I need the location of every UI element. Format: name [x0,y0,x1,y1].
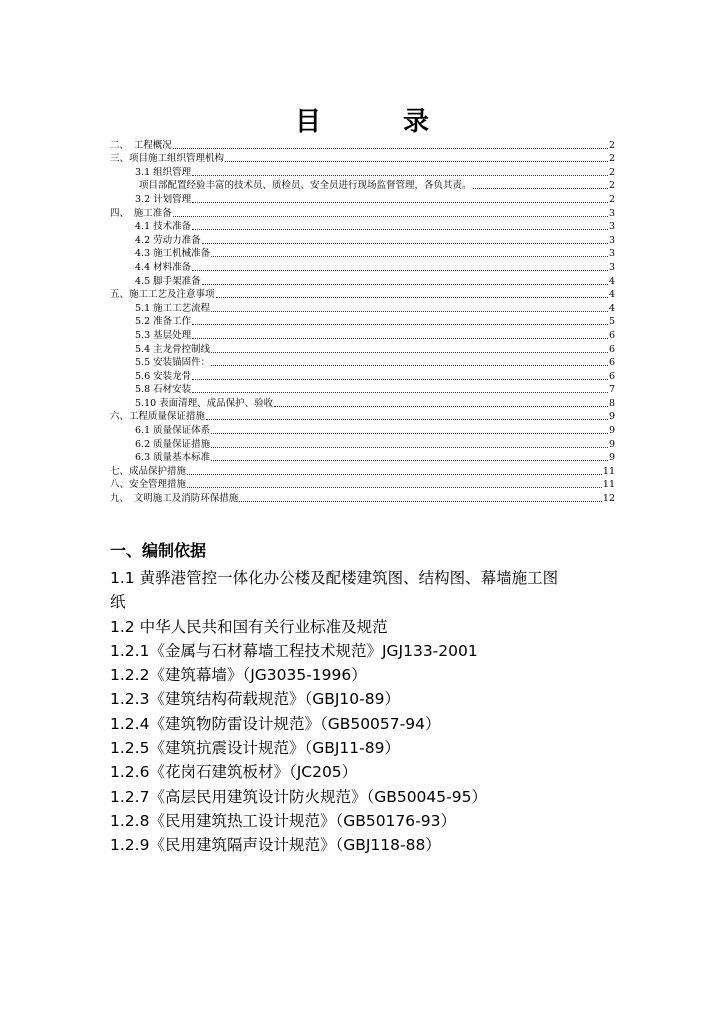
toc-entry-text: 五、施工工艺及注意事项 [110,289,215,301]
toc-entry-text: 4.5 脚手架准备 [135,275,201,287]
toc-dot-leader [202,284,608,285]
toc-dot-leader [192,202,608,203]
toc-entry[interactable] [110,396,615,410]
toc-dot-leader [187,474,602,475]
toc-entry[interactable] [110,274,615,288]
toc-entry[interactable] [110,138,615,152]
toc-dot-leader [173,216,608,217]
table-of-contents [110,138,615,505]
toc-page-number: 3 [608,207,615,219]
toc-entry[interactable] [110,369,615,383]
toc-page-number: 2 [608,166,615,178]
toc-entry-text: 3.2 计划管理 [135,193,192,205]
toc-entry-text: 4.4 材料准备 [135,261,192,273]
toc-dot-leader [192,324,608,325]
toc-page-number: 2 [608,153,615,165]
body-text-line: 1.2.6《花岗石建筑板材》（JC205） [110,763,358,782]
toc-entry-text: 5.6 安装龙骨 [135,370,192,382]
toc-entry[interactable] [110,288,615,302]
toc-dot-leader [211,447,608,448]
toc-dot-leader [192,338,608,339]
toc-dot-leader [192,392,608,393]
body-text-line: 1.2 中华人民共和国有关行业标准及规范 [110,617,388,636]
toc-entry[interactable] [110,206,615,220]
toc-entry-text: 5.4 主龙骨控制线 [135,343,211,355]
toc-page-number: 2 [608,193,615,205]
toc-page-number: 12 [602,493,615,505]
toc-page-number: 6 [608,357,615,369]
body-text-line: 1.1 黄骅港管控一体化办公楼及配楼建筑图、结构图、幕墙施工图 [110,569,559,587]
toc-entry[interactable] [110,233,615,247]
toc-entry-text: 5.2 准备工作 [135,316,192,328]
toc-page-number: 3 [608,234,615,246]
toc-entry-text: 四、 施工准备 [110,207,172,219]
toc-page-number: 4 [608,302,615,314]
toc-page-number: 9 [608,438,615,450]
toc-entry-text: 4.2 劳动力准备 [135,234,201,246]
toc-entry-text: 6.2 质量保证措施 [135,438,211,450]
toc-dot-leader [473,188,608,189]
section-heading: 一、编制依据 [110,541,207,560]
toc-entry[interactable] [110,464,615,478]
toc-page-number: 8 [608,397,615,409]
toc-entry[interactable] [110,423,615,437]
toc-dot-leader [192,175,608,176]
toc-entry-text: 4.1 技术准备 [135,221,192,233]
toc-entry[interactable] [110,342,615,356]
page-title: 目 录 [294,107,457,137]
toc-entry[interactable] [110,383,615,397]
body-text-line: 1.2.1《金属与石材幕墙工程技术规范》JGJ133-2001 [110,641,478,660]
toc-dot-leader [225,161,608,162]
toc-entry[interactable] [110,192,615,206]
toc-entry[interactable] [110,328,615,342]
toc-dot-leader [206,419,608,420]
body-lines [110,566,630,858]
toc-entry-text: 5.5 安装锚固件： [135,357,211,369]
toc-dot-leader [211,352,608,353]
toc-entry[interactable] [110,165,615,179]
toc-entry[interactable] [110,356,615,370]
toc-page-number: 3 [608,221,615,233]
toc-page-number: 4 [608,289,615,301]
body-text-line: 纸 [110,593,126,612]
toc-dot-leader [239,501,602,502]
toc-page-number: 6 [608,343,615,355]
toc-entry[interactable] [110,247,615,261]
toc-dot-leader [173,148,608,149]
toc-entry-text: 七、成品保护措施 [110,465,187,477]
toc-entry-text: 八、安全管理措施 [110,479,187,491]
toc-entry-text: 5.10 表面清理、成品保护、验收 [135,397,274,409]
toc-page-number: 2 [608,139,615,151]
toc-page-number: 9 [608,425,615,437]
toc-entry-text: 3.1 组织管理 [135,166,192,178]
toc-dot-leader [211,311,608,312]
body-text-line: 1.2.5《建筑抗震设计规范》（GBJ11-89） [110,739,400,758]
toc-entry[interactable] [110,220,615,234]
toc-entry-text: 二、 工程概况 [110,139,172,151]
toc-entry-text: 5.8 石材安装 [135,384,192,396]
toc-entry[interactable] [110,451,615,465]
toc-page-number: 6 [608,370,615,382]
toc-dot-leader [211,256,608,257]
toc-dot-leader [192,379,608,380]
toc-entry-text: 六、工程质量保证措施 [110,411,206,423]
toc-dot-leader [202,243,608,244]
toc-dot-leader [216,297,608,298]
toc-entry-text: 三、项目施工组织管理机构 [110,153,225,165]
body-text-line: 1.2.2《建筑幕墙》（JG3035-1996） [110,666,367,685]
toc-page-number: 3 [608,261,615,273]
toc-dot-leader [211,460,608,461]
toc-dot-leader [192,229,608,230]
toc-dot-leader [192,270,608,271]
toc-entry[interactable] [110,437,615,451]
toc-entry[interactable] [110,152,615,166]
toc-entry-text: 九、 文明施工及消防环保措施 [110,493,239,505]
body-text-line: 1.2.9《民用建筑隔声设计规范》（GBJ118-88） [110,836,441,855]
toc-page-number: 9 [608,452,615,464]
toc-dot-leader [211,365,608,366]
toc-entry-text: 6.1 质量保证体系 [135,425,211,437]
body-section [110,539,630,858]
toc-dot-leader [211,433,608,434]
toc-dot-leader [274,406,608,407]
toc-page-number: 3 [608,248,615,260]
toc-entry-text: 5.1 施工工艺流程 [135,302,211,314]
toc-page-number: 7 [608,384,615,396]
body-text-line: 1.2.3《建筑结构荷载规范》（GBJ10-89） [110,690,400,709]
toc-page-number: 5 [608,316,615,328]
toc-entry[interactable] [110,179,615,193]
toc-entry-text: 4.3 施工机械准备 [135,248,211,260]
toc-entry-text: 6.3 质量基本标准 [135,452,211,464]
toc-page-number: 9 [608,411,615,423]
toc-entry[interactable] [110,410,615,424]
body-text-line: 1.2.7《高层民用建筑设计防火规范》（GB50045-95） [110,787,487,806]
toc-entry[interactable] [110,491,615,505]
toc-page-number: 4 [608,275,615,287]
toc-page-number: 2 [608,180,615,192]
toc-entry[interactable] [110,260,615,274]
toc-page-number: 11 [602,479,615,491]
toc-entry[interactable] [110,478,615,492]
toc-page-number: 11 [602,465,615,477]
toc-page-number: 6 [608,329,615,341]
body-text-line: 1.2.4《建筑物防雷设计规范》（GB50057-94） [110,714,441,733]
toc-entry[interactable] [110,301,615,315]
toc-entry-text: 项目部配置经验丰富的技术员、质检员、安全员进行现场监督管理，各负其责。 [139,180,472,192]
body-text-line: 1.2.8《民用建筑热工设计规范》（GB50176-93） [110,811,456,830]
toc-dot-leader [187,487,602,488]
toc-entry-text: 5.3 基层处理 [135,329,192,341]
toc-entry[interactable] [110,315,615,329]
